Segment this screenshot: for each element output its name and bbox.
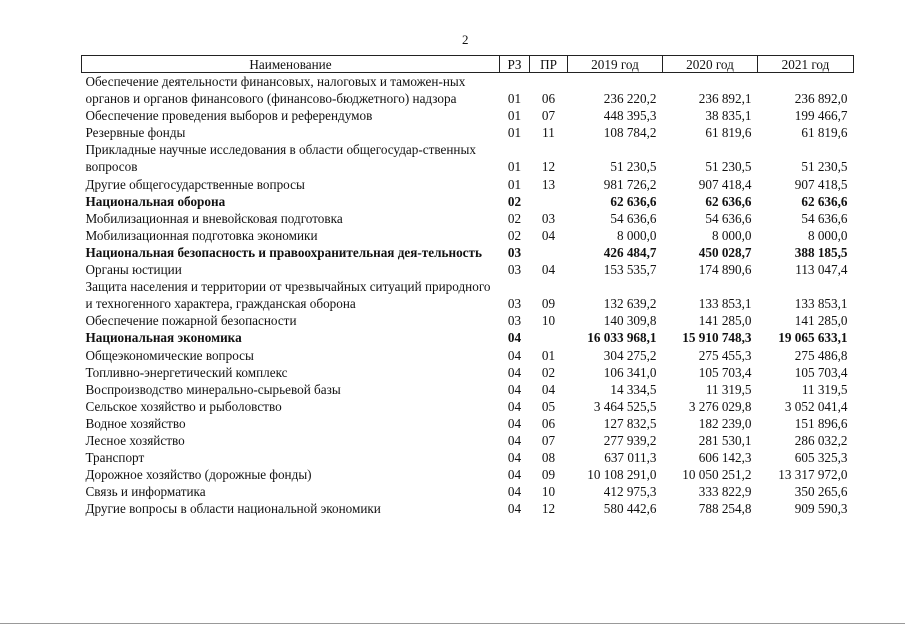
- row-pr: 12: [541, 501, 556, 517]
- row-value-2020: 51 230,5: [705, 159, 752, 175]
- table-row: [82, 176, 854, 193]
- row-name: Мобилизационная подготовка экономики: [85, 227, 318, 243]
- table-row: [82, 210, 854, 227]
- table-row: [82, 261, 854, 278]
- row-rz: 04: [507, 381, 522, 397]
- row-value-2020: 61 819,6: [705, 125, 752, 141]
- row-pr: 10: [541, 484, 556, 500]
- row-rz: 03: [507, 296, 522, 312]
- row-rz: 02: [507, 227, 522, 243]
- table-row: [82, 500, 854, 517]
- row-pr: 04: [541, 262, 556, 278]
- row-rz: 01: [507, 125, 522, 141]
- table-row: [82, 432, 854, 449]
- row-pr: 06: [541, 415, 556, 431]
- row-rz: 01: [507, 176, 522, 192]
- row-value-2019: 580 442,6: [603, 501, 657, 517]
- table-row: [82, 141, 854, 175]
- row-pr: [530, 193, 568, 210]
- row-name: Транспорт: [85, 450, 145, 466]
- row-pr: [530, 244, 568, 261]
- row-value-2020: 174 890,6: [698, 262, 752, 278]
- row-value-2021: 286 032,2: [794, 432, 848, 448]
- row-value-2021: 236 892,0: [794, 91, 848, 107]
- row-rz: 04: [507, 467, 522, 483]
- row-value-2021: 3 052 041,4: [784, 398, 848, 414]
- row-rz: 04: [507, 364, 522, 380]
- table-row: [82, 312, 854, 329]
- row-name: Воспроизводство минерально-сырьевой базы: [85, 381, 341, 397]
- row-value-2021: 151 896,6: [794, 415, 848, 431]
- row-value-2019: 426 484,7: [603, 244, 657, 260]
- row-value-2021: 8 000,0: [807, 227, 848, 243]
- row-value-2019: 236 220,2: [603, 91, 657, 107]
- row-value-2020: 10 050 251,2: [682, 467, 752, 483]
- row-value-2021: 62 636,6: [801, 193, 848, 209]
- row-rz: 01: [507, 108, 522, 124]
- row-name: Прикладные научные исследования в области общегосудар-ственных вопросов: [85, 142, 476, 175]
- row-name: Национальная оборона: [85, 193, 226, 209]
- row-pr: 01: [541, 347, 556, 363]
- row-name: Защита населения и территории от чрезвычайных ситуаций природного и техногенного характера, гражданская оборона: [85, 279, 491, 312]
- row-value-2019: 981 726,2: [603, 176, 657, 192]
- row-value-2020: 133 853,1: [698, 296, 752, 312]
- row-rz: 03: [507, 262, 522, 278]
- row-value-2021: 350 265,6: [794, 484, 848, 500]
- row-value-2019: 54 636,6: [610, 210, 657, 226]
- row-name: Обеспечение проведения выборов и референдумов: [85, 108, 373, 124]
- row-rz: 04: [507, 501, 522, 517]
- row-value-2019: 127 832,5: [603, 415, 657, 431]
- row-value-2021: 19 065 633,1: [778, 330, 848, 346]
- row-value-2021: 199 466,7: [794, 108, 848, 124]
- header-name: Наименование: [82, 56, 500, 73]
- row-name: Лесное хозяйство: [85, 432, 185, 448]
- row-pr: 02: [541, 364, 556, 380]
- row-pr: 13: [541, 176, 556, 192]
- table-row: [82, 227, 854, 244]
- row-value-2019: 106 341,0: [603, 364, 657, 380]
- table-row: [82, 73, 854, 108]
- row-value-2019: 277 939,2: [603, 432, 657, 448]
- row-pr: 07: [541, 108, 556, 124]
- row-value-2021: 275 486,8: [794, 347, 848, 363]
- row-value-2019: 16 033 968,1: [587, 330, 657, 346]
- table-row: [82, 124, 854, 141]
- page-bottom-edge: [0, 623, 905, 624]
- row-name: Национальная экономика: [85, 330, 242, 346]
- row-value-2021: 13 317 972,0: [778, 467, 848, 483]
- row-name: Топливно-энергетический комплекс: [85, 364, 288, 380]
- row-value-2020: 450 028,7: [698, 244, 752, 260]
- row-value-2019: 3 464 525,5: [593, 398, 657, 414]
- row-value-2020: 8 000,0: [711, 227, 752, 243]
- table-row: [82, 278, 854, 312]
- row-value-2021: 133 853,1: [794, 296, 848, 312]
- row-rz: 04: [507, 415, 522, 431]
- table-row: [82, 483, 854, 500]
- row-value-2019: 10 108 291,0: [587, 467, 657, 483]
- budget-table: [81, 55, 854, 517]
- row-value-2021: 605 325,3: [794, 450, 848, 466]
- row-name: Резервные фонды: [85, 125, 186, 141]
- row-value-2021: 54 636,6: [801, 210, 848, 226]
- row-rz: 03: [507, 313, 522, 329]
- row-rz: 04: [507, 432, 522, 448]
- row-rz: 04: [507, 484, 522, 500]
- row-value-2020: 141 285,0: [698, 313, 752, 329]
- row-value-2021: 388 185,5: [794, 244, 848, 260]
- row-pr: 08: [541, 450, 556, 466]
- table-row: [82, 381, 854, 398]
- row-value-2021: 909 590,3: [794, 501, 848, 517]
- row-value-2020: 11 319,5: [705, 381, 752, 397]
- table-row: [82, 364, 854, 381]
- row-name: Водное хозяйство: [85, 415, 186, 431]
- row-value-2019: 14 334,5: [610, 381, 657, 397]
- row-value-2020: 606 142,3: [698, 450, 752, 466]
- section-row: [82, 244, 854, 261]
- row-pr: 06: [541, 91, 556, 107]
- section-row: [82, 329, 854, 346]
- row-name: Другие вопросы в области национальной экономики: [85, 501, 381, 517]
- row-rz: 03: [507, 244, 522, 260]
- table-row: [82, 347, 854, 364]
- row-name: Обеспечение пожарной безопасности: [85, 313, 297, 329]
- row-rz: 04: [507, 330, 522, 346]
- row-name: Общеэкономические вопросы: [85, 347, 254, 363]
- row-value-2019: 637 011,3: [604, 450, 657, 466]
- page-number: 2: [462, 32, 469, 47]
- row-pr: [530, 329, 568, 346]
- section-row: [82, 193, 854, 210]
- row-value-2019: 448 395,3: [603, 108, 657, 124]
- header-2021: 2021 год: [758, 56, 854, 73]
- row-value-2021: 907 418,5: [794, 176, 848, 192]
- row-value-2020: 182 239,0: [698, 415, 752, 431]
- row-pr: 07: [541, 432, 556, 448]
- table-row: [82, 466, 854, 483]
- header-2019: 2019 год: [568, 56, 663, 73]
- row-name: Другие общегосударственные вопросы: [85, 176, 305, 192]
- row-value-2020: 281 530,1: [698, 432, 752, 448]
- row-pr: 11: [542, 125, 555, 141]
- row-value-2019: 304 275,2: [603, 347, 657, 363]
- row-value-2020: 15 910 748,3: [682, 330, 752, 346]
- row-value-2020: 333 822,9: [698, 484, 752, 500]
- row-value-2020: 907 418,4: [698, 176, 752, 192]
- row-rz: 02: [507, 193, 522, 209]
- row-value-2021: 11 319,5: [801, 381, 848, 397]
- row-name: Обеспечение деятельности финансовых, налоговых и таможен-ных органов и органов финансового (финансово-бюджетного) надзора: [85, 74, 466, 107]
- row-rz: 01: [507, 159, 522, 175]
- row-value-2019: 412 975,3: [603, 484, 657, 500]
- row-name: Дорожное хозяйство (дорожные фонды): [85, 467, 312, 483]
- row-pr: 10: [541, 313, 556, 329]
- row-rz: 04: [507, 450, 522, 466]
- row-rz: 02: [507, 210, 522, 226]
- row-value-2020: 62 636,6: [705, 193, 752, 209]
- row-pr: 09: [541, 467, 556, 483]
- row-name: Сельское хозяйство и рыболовство: [85, 398, 282, 414]
- header-pr: ПР: [530, 56, 568, 73]
- row-value-2021: 61 819,6: [801, 125, 848, 141]
- row-rz: 04: [507, 398, 522, 414]
- row-value-2020: 236 892,1: [698, 91, 752, 107]
- row-value-2019: 51 230,5: [610, 159, 657, 175]
- row-value-2019: 62 636,6: [610, 193, 657, 209]
- table-header: [82, 56, 854, 73]
- table-row: [82, 398, 854, 415]
- row-pr: 09: [541, 296, 556, 312]
- row-rz: 01: [507, 91, 522, 107]
- row-rz: 04: [507, 347, 522, 363]
- table-row: [82, 415, 854, 432]
- row-value-2021: 51 230,5: [801, 159, 848, 175]
- table-row: [82, 107, 854, 124]
- row-name: Национальная безопасность и правоохранительная дея-тельность: [85, 244, 482, 260]
- header-rz: РЗ: [500, 56, 530, 73]
- header-row: [82, 56, 854, 73]
- row-value-2020: 54 636,6: [705, 210, 752, 226]
- row-name: Мобилизационная и вневойсковая подготовка: [85, 210, 343, 226]
- row-name: Связь и информатика: [85, 484, 206, 500]
- row-pr: 04: [541, 227, 556, 243]
- row-value-2020: 788 254,8: [698, 501, 752, 517]
- row-value-2020: 105 703,4: [698, 364, 752, 380]
- row-value-2021: 105 703,4: [794, 364, 848, 380]
- row-value-2020: 3 276 029,8: [688, 398, 752, 414]
- table-body: [82, 73, 854, 518]
- row-name: Органы юстиции: [85, 262, 182, 278]
- row-value-2021: 113 047,4: [795, 262, 848, 278]
- row-pr: 05: [541, 398, 556, 414]
- header-2020: 2020 год: [663, 56, 758, 73]
- row-pr: 04: [541, 381, 556, 397]
- row-value-2020: 275 455,3: [698, 347, 752, 363]
- row-pr: 12: [541, 159, 556, 175]
- row-value-2019: 140 309,8: [603, 313, 657, 329]
- table-row: [82, 449, 854, 466]
- row-value-2019: 8 000,0: [616, 227, 657, 243]
- row-value-2019: 132 639,2: [603, 296, 657, 312]
- row-value-2019: 108 784,2: [603, 125, 657, 141]
- row-value-2021: 141 285,0: [794, 313, 848, 329]
- row-value-2019: 153 535,7: [603, 262, 657, 278]
- row-value-2020: 38 835,1: [705, 108, 752, 124]
- row-pr: 03: [541, 210, 556, 226]
